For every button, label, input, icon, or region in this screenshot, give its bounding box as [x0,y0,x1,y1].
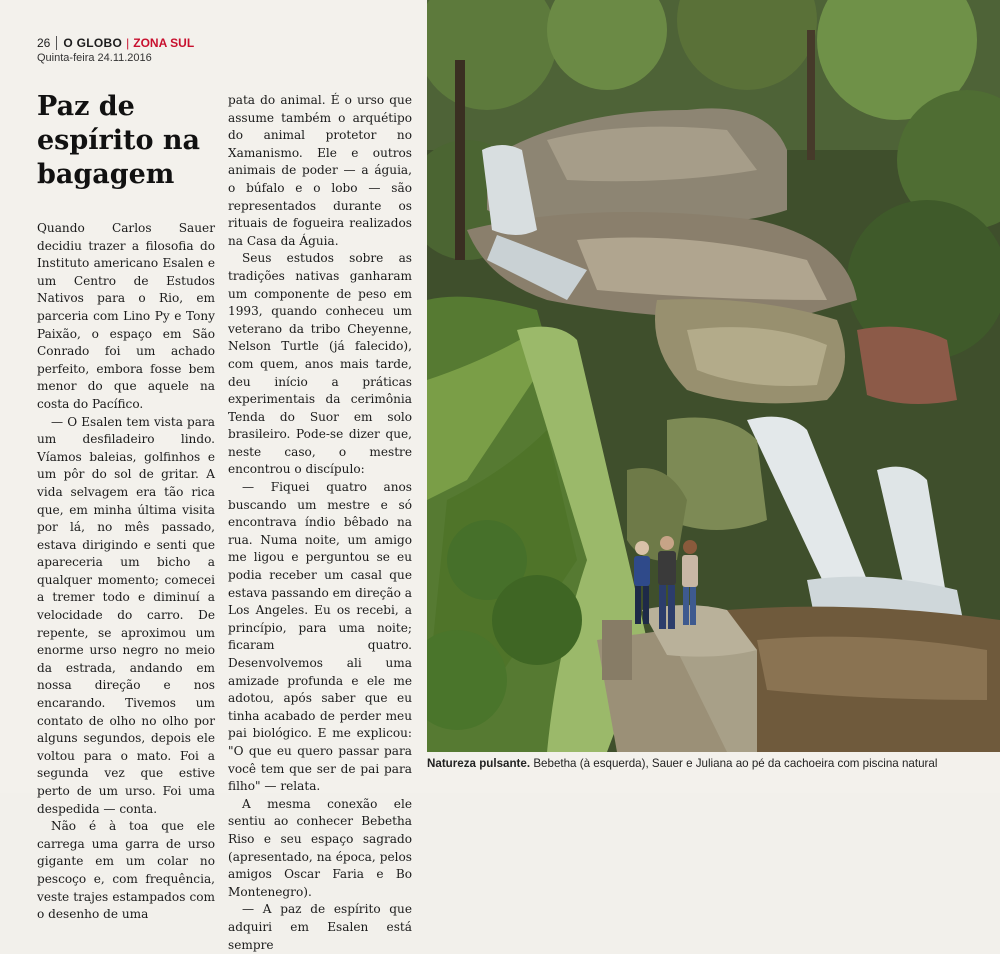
article-column-1 [37,220,215,924]
page-number: 26 [37,36,57,50]
article-paragraph: Quando Carlos Sauer decidiu trazer a filosofia do Instituto americano Esalen e um Centro de Estudos Nativos para o Rio, em parceria com Lino Py e Tony Paixão, o espaço em São Conrado foi um achado perfeito, embora fosse bem menor do que aquele na costa do Pacífico. [37,221,215,411]
caption-text: Bebetha (à esquerda), Sauer e Juliana ao pé da cachoeira com piscina natural [530,757,938,770]
newspaper-name: O GLOBO [63,36,123,50]
waterfall-photo [427,0,1000,752]
article-paragraph: pata do animal. É o urso que assume também o arquétipo do animal protetor no Xamanismo. Ele e outros animais de poder — a águia, o búfalo e o lobo — são representados durante os rituais de fogueira realizados na Casa da Águia. [228,93,412,248]
folio-line [37,36,217,50]
header-separator: | [126,36,130,50]
article-paragraph: Não é à toa que ele carrega uma garra de urso gigante em um colar no pescoço e, com frequência, veste trajes estampados com o desenho de uma [37,819,215,922]
article-paragraph: — Fiquei quatro anos buscando um mestre e só encontrava índio bêbado na rua. Numa noite, um amigo me ligou e perguntou se eu podia receber um casal que estava passando em direção a Los Angeles. Eu os recebi, a princípio, para uma noite; ficaram quatro. Desenvolvemos ali uma amizade profunda e ele me adotou, após saber que eu tinha acabado de perder meu pai biológico. E me explicou: "O que eu quero passar para você tem que ser de pai para filho" — relata. [228,480,412,794]
article-headline: Paz de espírito na bagagem [37,91,201,190]
article-paragraph: Seus estudos sobre as tradições nativas ganharam um componente de peso em 1993, quando conheceu um veterano da tribo Cheyenne, Nelson Turtle (já falecido), com quem, anos mais tarde, deu início a práticas experimentais da cerimônia Tenda do Suor em solo brasileiro. Pode-se dizer que, neste caso, o mestre encontrou o discípulo: [228,251,412,477]
page-header [37,36,217,64]
article-paragraph: — A paz de espírito que adquiri em Esalen está sempre [228,902,412,952]
photo-illustration [427,0,1000,752]
article-paragraph: A mesma conexão ele sentiu ao conhecer Bebetha Riso e seu espaço sagrado (apresentado, na época, pelos amigos Oscar Faria e Bo Montenegro). [228,796,412,899]
article-column-2 [228,92,412,954]
caption-lead: Natureza pulsante. [427,757,531,770]
photo-caption [427,756,1000,772]
section-name: ZONA SUL [133,36,195,50]
article-paragraph: — O Esalen tem vista para um desfiladeiro lindo. Víamos baleias, golfinhos e um pôr do sol de gritar. A vida selvagem era tão rica que, em minha última visita por lá, no mês passado, estava dirigindo e senti que apareceria um bicho a qualquer momento; comecei a tremer todo e diminuí a velocidade do carro. De repente, se aproximou um enorme urso negro no meio da estrada, andando em nossa direção e nos encarando. Tivemos um contato de olho no olho por alguns segundos, depois ele voltou para o mato. Foi a segunda vez que estive perto de um urso. Foi uma despedida — conta. [37,414,215,816]
publication-date: Quinta-feira 24.11.2016 [37,52,152,64]
